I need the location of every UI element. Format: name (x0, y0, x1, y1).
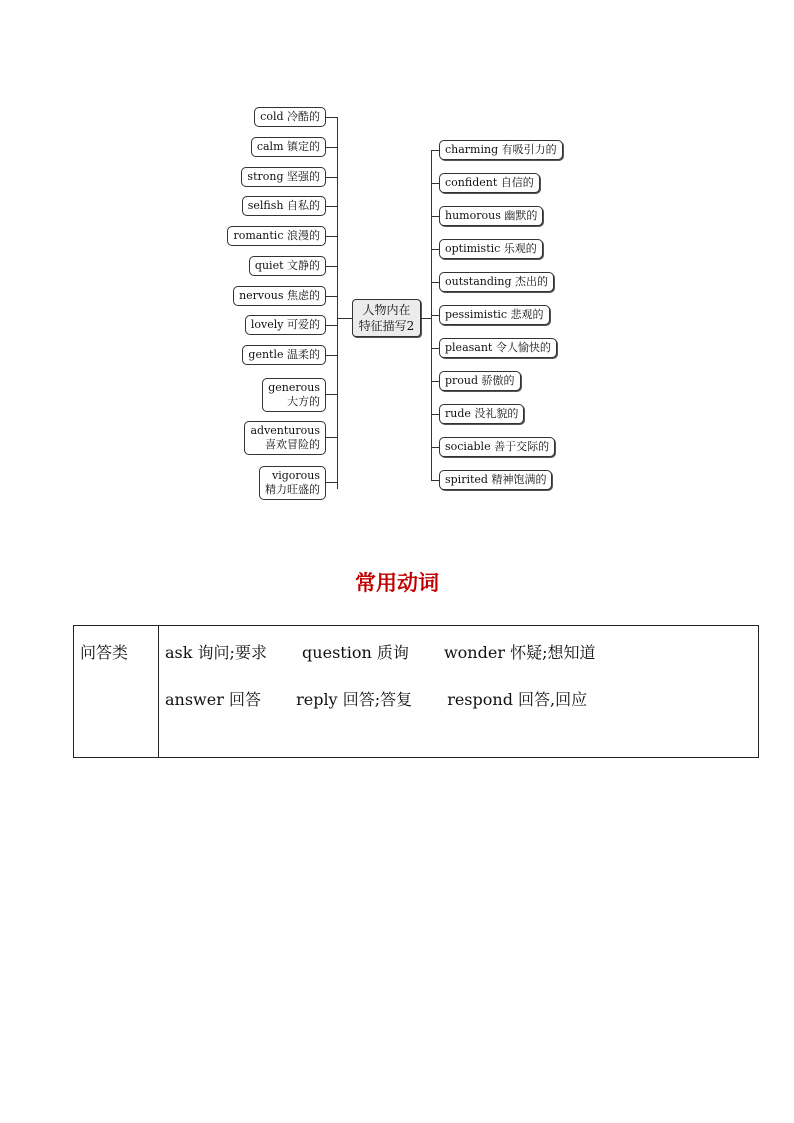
mindmap-right-node: outstanding 杰出的 (439, 272, 554, 292)
word-pair: question 质询 (302, 643, 409, 662)
left-branch-line (326, 355, 337, 356)
mindmap-right-node: charming 有吸引力的 (439, 140, 563, 160)
left-branch-line (326, 236, 337, 237)
right-branch-line (431, 447, 439, 448)
mindmap-right-node: humorous 幽默的 (439, 206, 543, 226)
mindmap-left-node: quiet 文静的 (249, 256, 326, 276)
word-pair: answer 回答 (165, 690, 261, 709)
right-branch-line (431, 480, 439, 481)
mindmap-left-node: romantic 浪漫的 (227, 226, 326, 246)
mindmap-right-node: spirited 精神饱满的 (439, 470, 552, 490)
mindmap-left-node: lovely 可爱的 (245, 315, 326, 335)
mindmap-right-node: rude 没礼貌的 (439, 404, 524, 424)
right-branch-line (431, 183, 439, 184)
left-branch-line (326, 206, 337, 207)
right-branch-line (431, 216, 439, 217)
word-row (159, 626, 758, 673)
mindmap-left-node: calm 镇定的 (251, 137, 326, 157)
words-cell (159, 626, 759, 758)
right-branch-line (431, 381, 439, 382)
word-pair: respond 回答,回应 (447, 690, 588, 709)
mindmap-right-node: confident 自信的 (439, 173, 540, 193)
left-branch-line (326, 325, 337, 326)
word-row (159, 673, 758, 720)
mindmap-right-node: optimistic 乐观的 (439, 239, 543, 259)
left-center-link (337, 318, 352, 319)
left-trunk-line (337, 117, 338, 489)
mindmap-left-node: nervous 焦虑的 (233, 286, 326, 306)
right-branch-line (431, 150, 439, 151)
left-branch-line (326, 147, 337, 148)
mindmap-right-node: pessimistic 悲观的 (439, 305, 550, 325)
mindmap-right-node: pleasant 令人愉快的 (439, 338, 557, 358)
left-branch-line (326, 437, 337, 438)
right-branch-line (431, 249, 439, 250)
mindmap-center-node (352, 299, 421, 337)
category-label: 问答类 (80, 643, 129, 662)
word-pair: wonder 怀疑;想知道 (443, 643, 596, 662)
word-pair: ask 询问;要求 (165, 643, 267, 662)
mindmap-left-node: cold 冷酷的 (254, 107, 326, 127)
section-title: 常用动词 (355, 570, 439, 595)
mindmap-right-node: sociable 善于交际的 (439, 437, 555, 457)
left-branch-line (326, 177, 337, 178)
mindmap-left-node: strong 坚强的 (241, 167, 326, 187)
right-branch-line (431, 315, 439, 316)
mindmap-left-node: vigorous 精力旺盛的 (259, 466, 326, 500)
center-line-2: 特征描写2 (358, 319, 415, 333)
left-branch-line (326, 296, 337, 297)
mind-map (0, 0, 794, 520)
mindmap-left-node: generous 大方的 (262, 378, 326, 412)
right-branch-line (431, 348, 439, 349)
center-line-1: 人物内在 (362, 303, 411, 317)
left-branch-line (326, 394, 337, 395)
left-branch-line (326, 482, 337, 483)
category-cell (74, 626, 159, 758)
mindmap-left-node: selfish 自私的 (242, 196, 326, 216)
word-pair: reply 回答;答复 (296, 690, 413, 709)
mindmap-right-node: proud 骄傲的 (439, 371, 521, 391)
left-branch-line (326, 266, 337, 267)
left-branch-line (326, 117, 337, 118)
right-branch-line (431, 282, 439, 283)
verb-table (73, 625, 759, 758)
mindmap-left-node: adventurous 喜欢冒险的 (244, 421, 326, 455)
mindmap-left-node: gentle 温柔的 (242, 345, 326, 365)
right-branch-line (431, 414, 439, 415)
table-row (74, 626, 759, 758)
